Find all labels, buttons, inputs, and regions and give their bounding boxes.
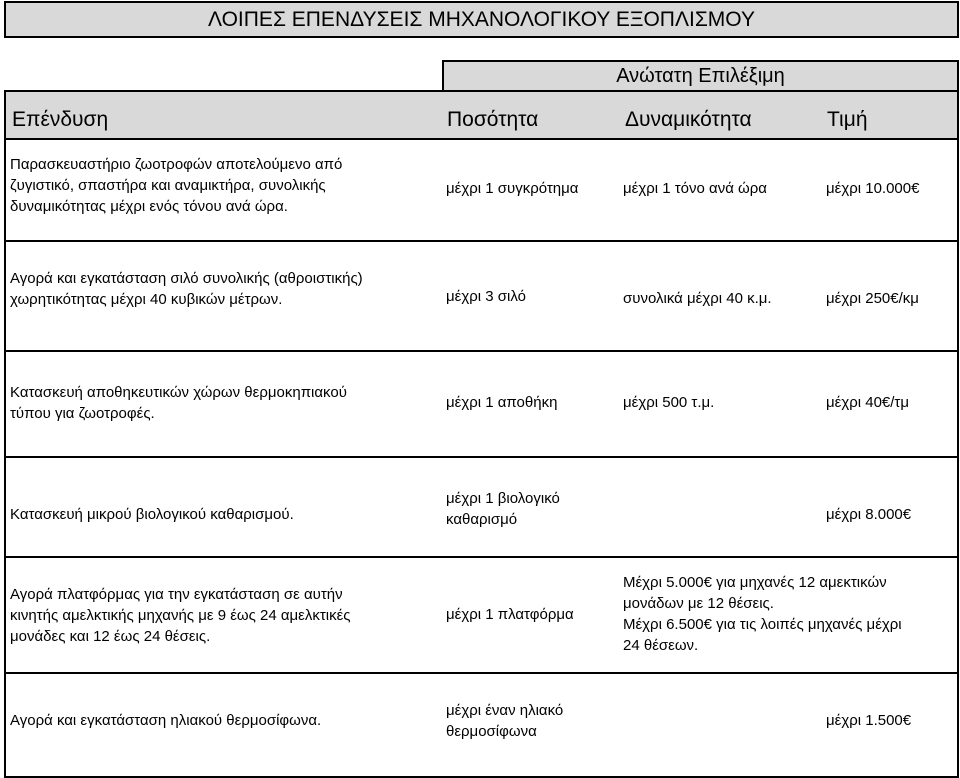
quantity-cell: μέχρι 1 βιολογικό καθαρισμό: [446, 490, 560, 528]
header-capacity: Δυναμικότητα: [625, 108, 752, 131]
capacity-cell: μέχρι 1 τόνο ανά ώρα: [623, 180, 767, 197]
capacity-cell: συνολικά μέχρι 40 κ.μ.: [623, 290, 772, 307]
table-row: [4, 350, 959, 460]
investment-cell: Κατασκευή αποθηκευτικών χώρων θερμοκηπιακού τύπου για ζωοτροφές.: [10, 384, 347, 422]
table-title: ΛΟΙΠΕΣ ΕΠΕΝΔΥΣΕΙΣ ΜΗΧΑΝΟΛΟΓΙΚΟΥ ΕΞΟΠΛΙΣΜΟΥ: [4, 1, 959, 38]
investment-cell: Κατασκευή μικρού βιολογικού καθαρισμού.: [10, 506, 294, 523]
capacity-cell: μέχρι 500 τ.μ.: [623, 394, 715, 411]
investment-cell: Αγορά και εγκατάσταση σιλό συνολικής (αθροιστικής) χωρητικότητας μέχρι 40 κυβικών μέτρων.: [10, 270, 363, 308]
investment-cell: Αγορά και εγκατάσταση ηλιακού θερμοσίφωνα.: [10, 712, 322, 729]
table-header: [4, 90, 959, 142]
header-max-eligible: Ανώτατη Επιλέξιμη: [442, 60, 959, 90]
quantity-cell: μέχρι 1 αποθήκη: [446, 394, 558, 411]
investment-cell: Παρασκευαστήριο ζωοτροφών αποτελούμενο από ζυγιστικό, σπαστήρα και αναμικτήρα, συνολικής δυναμικότητας μέχρι ενός τόνου ανά ώρα.: [10, 156, 343, 215]
table-row: [4, 672, 959, 778]
price-cell: μέχρι 1.500€: [826, 712, 912, 729]
table-row: [4, 556, 959, 676]
quantity-cell: μέχρι έναν ηλιακό θερμοσίφωνα: [446, 702, 564, 740]
header-quantity: Ποσότητα: [447, 108, 539, 131]
quantity-cell: μέχρι 1 συγκρότημα: [446, 180, 579, 197]
quantity-cell: μέχρι 1 πλατφόρμα: [446, 606, 574, 623]
header-price: Τιμή: [827, 108, 868, 131]
header-investment: Επένδυση: [12, 108, 109, 131]
price-cell: μέχρι 40€/τμ: [826, 394, 909, 411]
table-row: [4, 138, 959, 244]
table-row: [4, 240, 959, 354]
quantity-cell: μέχρι 3 σιλό: [446, 288, 526, 305]
price-cell: μέχρι 10.000€: [826, 180, 920, 197]
capacity-cell: Μέχρι 5.000€ για μηχανές 12 αμεκτικών μονάδων με 12 θέσεις. Μέχρι 6.500€ για τις λοιπές μηχανές μέχρι 24 θέσεων.: [623, 574, 902, 654]
investment-cell: Αγορά πλατφόρμας για την εγκατάσταση σε αυτήν κινητής αμελκτικής μηχανής με 9 έως 24 αμελκτικές μονάδες και 12 έως 24 θέσεις.: [10, 586, 351, 645]
price-cell: μέχρι 250€/κμ: [826, 290, 919, 307]
price-cell: μέχρι 8.000€: [826, 506, 912, 523]
table-row: [4, 456, 959, 560]
